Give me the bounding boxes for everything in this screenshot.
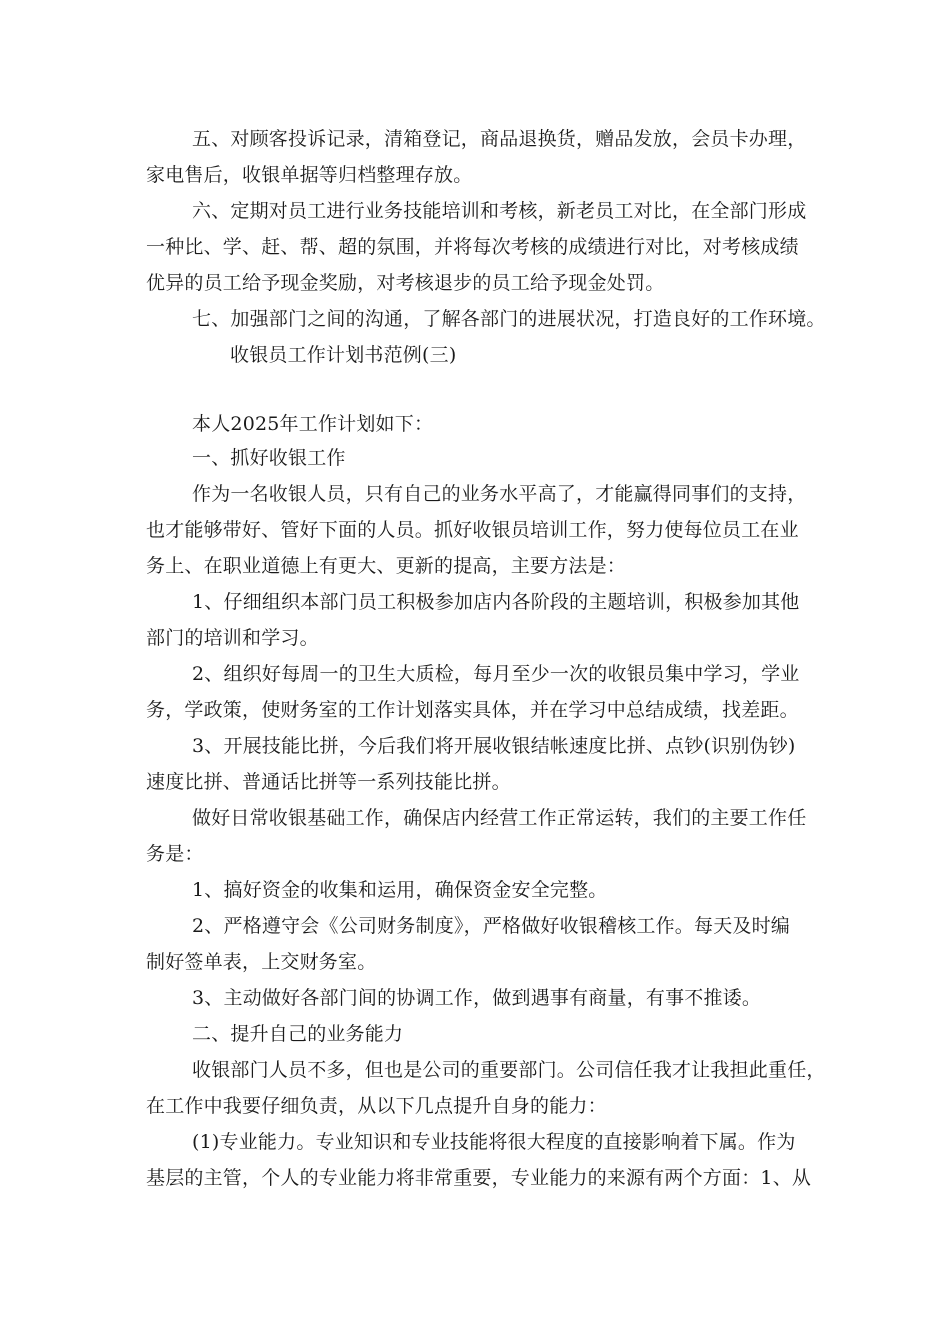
paragraph-line: 制好签单表，上交财务室。 [146, 951, 377, 973]
paragraph-line: 家电售后，收银单据等归档整理存放。 [146, 164, 473, 186]
paragraph-line: 六、定期对员工进行业务技能培训和考核，新老员工对比，在全部门形成 [192, 200, 807, 222]
paragraph-line: 七、加强部门之间的沟通，了解各部门的进展状况，打造良好的工作环境。 [192, 308, 826, 330]
paragraph-line: 3、主动做好各部门间的协调工作，做到遇事有商量，有事不推诿。 [192, 987, 762, 1009]
paragraph-line: 务，学政策，使财务室的工作计划落实具体，并在学习中总结成绩，找差距。 [146, 699, 799, 721]
paragraph-line: 一种比、学、赶、帮、超的氛围，并将每次考核的成绩进行对比，对考核成绩 [146, 236, 799, 258]
paragraph-line: 基层的主管，个人的专业能力将非常重要，专业能力的来源有两个方面：1、从 [146, 1167, 812, 1189]
paragraph-line: 2、组织好每周一的卫生大质检，每月至少一次的收银员集中学习，学业 [192, 663, 800, 685]
paragraph-line: 1、仔细组织本部门员工积极参加店内各阶段的主题培训，积极参加其他 [192, 591, 800, 613]
paragraph-line: 1、搞好资金的收集和运用，确保资金安全完整。 [192, 879, 608, 901]
section-title: 收银员工作计划书范例(三) [230, 344, 457, 366]
paragraph-line: 优异的员工给予现金奖励，对考核退步的员工给予现金处罚。 [146, 272, 665, 294]
paragraph-line: 做好日常收银基础工作，确保店内经营工作正常运转，我们的主要工作任 [192, 807, 807, 829]
paragraph-line: 务是： [146, 843, 204, 865]
section-heading: 二、提升自己的业务能力 [192, 1023, 404, 1045]
paragraph-line: 作为一名收银人员，只有自己的业务水平高了，才能赢得同事们的支持， [192, 483, 807, 505]
paragraph-line: 速度比拼、普通话比拼等一系列技能比拼。 [146, 771, 511, 793]
paragraph-line: 务上、在职业道德上有更大、更新的提高，主要方法是： [146, 555, 627, 577]
section-heading: 一、抓好收银工作 [192, 447, 346, 469]
paragraph-line: 在工作中我要仔细负责，从以下几点提升自身的能力： [146, 1095, 607, 1117]
paragraph-line: 本人2025年工作计划如下： [192, 413, 434, 435]
paragraph-line: 五、对顾客投诉记录，清箱登记，商品退换货，赠品发放，会员卡办理， [192, 128, 807, 150]
paragraph-line: 3、开展技能比拼，今后我们将开展收银结帐速度比拼、点钞(识别伪钞) [192, 735, 796, 757]
paragraph-line: 2、严格遵守会《公司财务制度》，严格做好收银稽核工作。每天及时编 [192, 915, 790, 937]
paragraph-line: 也才能够带好、管好下面的人员。抓好收银员培训工作，努力使每位员工在业 [146, 519, 799, 541]
paragraph-line: (1)专业能力。专业知识和专业技能将很大程度的直接影响着下属。作为 [192, 1131, 796, 1153]
paragraph-line: 部门的培训和学习。 [146, 627, 319, 649]
paragraph-line: 收银部门人员不多，但也是公司的重要部门。公司信任我才让我担此重任， [192, 1059, 826, 1081]
